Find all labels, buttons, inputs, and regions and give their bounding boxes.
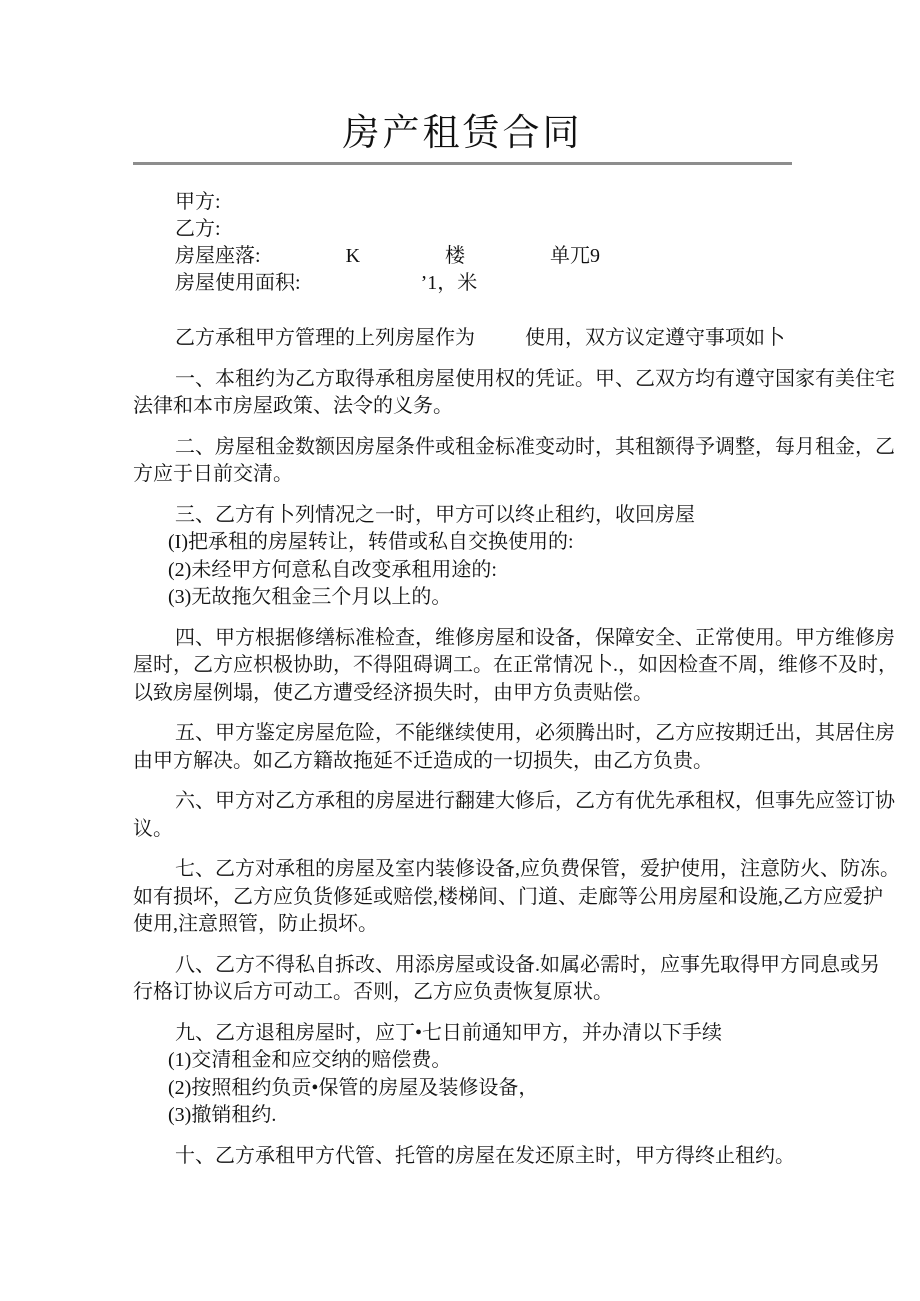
house-location-value-1: K <box>345 245 361 267</box>
intro-paragraph <box>133 325 792 353</box>
clause-3-subitem-3: (3)无故拖欠租金三个月以上的。 <box>168 586 452 608</box>
clause-5 <box>133 720 895 775</box>
clause-9-subitem-3: (3)撤销租约. <box>168 1104 277 1126</box>
clause-3-subitem-2: (2)未经甲方何意私自改变承租用途的: <box>168 558 497 581</box>
house-area-label: 房屋使用面积: <box>175 272 301 294</box>
page-title: 房产租赁合同 <box>342 113 583 154</box>
clause-4-line-2: 屋时，乙方应枳极协助，不得阻碍调工。在正常情况卜.，如因检查不周，维修不及时， <box>133 654 898 676</box>
clause-10-line-1: 十、乙方承租甲方代管、托管的房屋在发还原主时，甲方得终止租约。 <box>175 1144 795 1167</box>
clause-7 <box>133 856 900 939</box>
clause-8-line-1: 八、乙方不得私自拆改、用添房屋或设备.如属必需时，应事先取得甲方同息或另 <box>175 953 880 976</box>
clause-2-line-1: 二、房屋租金数额因房屋条件或租金标准变动时，其租额得予调整，每月租金，乙 <box>175 435 895 458</box>
clause-8 <box>133 952 880 1007</box>
clause-8-line-2: 行格订协议后方可动工。否则，乙方应负责恢复原状。 <box>133 981 613 1003</box>
clause-1 <box>133 366 895 421</box>
house-location-value-2: 楼 <box>445 245 466 267</box>
party-a-label: 甲方: <box>175 191 221 213</box>
clause-3-subitem-1: (I)把承租的房屋转让，转借或私自交换使用的: <box>168 531 574 553</box>
clause-7-line-3: 使用,注意照管，防止损坏。 <box>133 913 378 935</box>
house-location-row <box>133 243 792 270</box>
clause-3 <box>133 502 792 612</box>
clause-2-line-2: 方应于日前交清。 <box>133 463 293 485</box>
clause-4 <box>133 625 898 708</box>
intro-text-after-blank: 使用，双方议定遵守事项如卜 <box>525 327 785 349</box>
clause-5-line-2: 由甲方解决。如乙方籍故拖延不迁造成的一切损失，由乙方负贵。 <box>133 749 713 772</box>
clause-6-line-2: 议。 <box>133 817 173 840</box>
clause-7-line-1: 七、乙方对承租的房屋及室内装修设备,应负费保管，爱护使用，注意防火、防冻。 <box>175 858 900 880</box>
house-location-label: 房屋座落: <box>175 245 261 267</box>
contract-header-fields <box>133 189 792 297</box>
party-b-row <box>133 216 792 243</box>
clause-1-line-1: 一、本租约为乙方取得承租房屋使用权的凭证。甲、乙双方均有遵守国家有美住宅 <box>175 367 895 390</box>
clause-9-line-1: 九、乙方退租房屋时，应丁•七日前通知甲方，并办清以下手续 <box>175 1021 723 1044</box>
intro-text-before-blank: 乙方承租甲方管理的上列房屋作为 <box>175 327 475 349</box>
clause-1-line-2: 法律和本市房屋政策、法令的义务。 <box>133 395 453 417</box>
house-area-row <box>133 270 792 297</box>
party-a-row <box>133 189 792 216</box>
clause-9-subitem-2: (2)按照租约负贡•保管的房屋及装修设备， <box>168 1076 539 1099</box>
clause-4-line-3: 以致房屋例塌，使乙方遭受经济损失时，由甲方负责贴偿。 <box>133 681 653 704</box>
clause-10 <box>133 1143 795 1171</box>
clause-7-line-2: 如有损坏，乙方应负货修延或赔偿,楼梯间、门道、走廊等公用房屋和设施,乙方应爱护 <box>133 885 883 908</box>
party-b-label: 乙方: <box>175 218 221 240</box>
title-divider <box>133 162 792 165</box>
clause-6 <box>133 788 895 843</box>
clause-9-subitem-1: (1)交清租金和应交纳的赔偿费。 <box>168 1049 452 1071</box>
clause-6-line-1: 六、甲方对乙方承租的房屋进行翻建大修后，乙方有优先承租权，但事先应签订协 <box>175 790 895 812</box>
clause-2 <box>133 434 895 489</box>
clause-9 <box>133 1020 792 1130</box>
house-location-value-3: 单兀9 <box>550 245 601 267</box>
clause-4-line-1: 四、甲方根据修缮标准检查，维修房屋和设备，保障安全、正常使用。甲方维修房 <box>175 626 895 649</box>
page-content <box>0 112 920 1170</box>
house-area-value: ’1，米 <box>420 272 478 294</box>
intro-line <box>133 325 792 353</box>
clause-3-line-1: 三、乙方有卜列情况之一时，甲方可以终止租约，收回房屋 <box>175 503 695 526</box>
clause-5-line-1: 五、甲方鉴定房屋危险，不能继续使用，必须腾出时，乙方应按期迁出，其居住房 <box>175 722 895 744</box>
